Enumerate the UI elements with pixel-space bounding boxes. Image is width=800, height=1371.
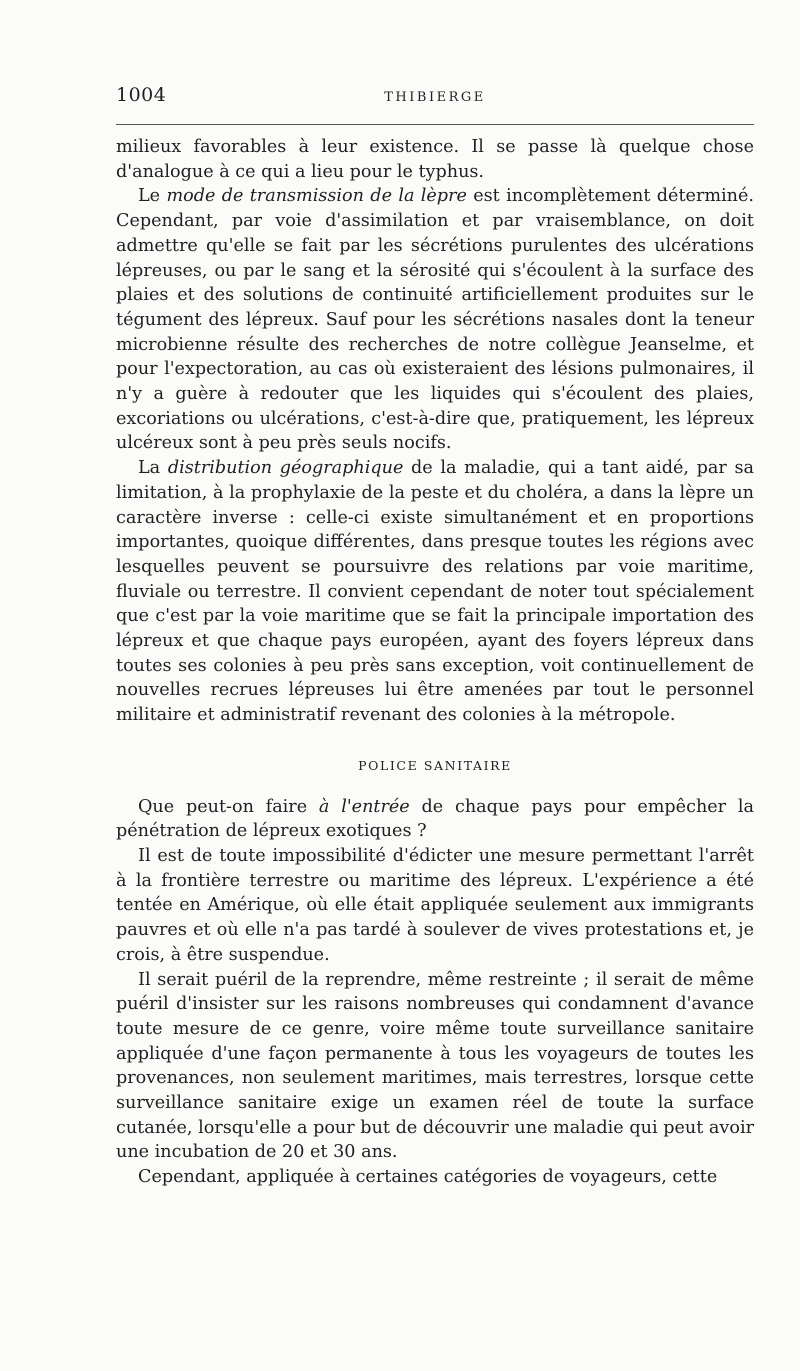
italic-text: distribution géographique <box>167 458 404 479</box>
text-run: La <box>138 458 168 479</box>
paragraph <box>116 968 754 1166</box>
paragraph <box>116 456 754 728</box>
text-run: Cependant, appliquée à certaines catégories de voyageurs, cette <box>138 1167 718 1188</box>
text-run: de la maladie, qui a tant aidé, par sa limitation, à la prophylaxie de la peste et du choléra, a dans la lèpre un caractère inverse : celle-ci existe simultanément et en proportions importantes, quoique différentes, dans presque toutes les régions avec lesquelles peuvent se poursuivre des relations par voie maritime, fluviale ou terrestre. Il convient cependant de noter tout spécialement que c'est par la voie maritime que se fait la principale importation des lépreux et que chaque pays européen, ayant des foyers lépreux dans toutes ses colonies à peu près sans exception, voit continuellement de nouvelles recrues lépreuses lui être amenées par tout le personnel militaire et administratif revenant des colonies à la métropole. <box>116 458 754 726</box>
paragraph <box>116 1165 754 1190</box>
text-run: milieux favorables à leur existence. Il se passe là quelque chose d'analogue à ce qui a lieu pour le typhus. <box>116 137 754 182</box>
text-run: Le <box>138 186 167 207</box>
text-run: Il est de toute impossibilité d'édicter une mesure permettant l'arrêt à la frontière terrestre ou maritime des lépreux. L'expérience a été tentée en Amérique, où elle était appliquée seulement aux immigrants pauvres et où elle n'a pas tardé à soulever de vives protestations et, je crois, à être suspendue. <box>116 845 754 965</box>
paragraph <box>116 844 754 968</box>
header-rule <box>116 124 754 125</box>
paragraph <box>116 795 754 844</box>
text-run: est incomplètement déterminé. Cependant, par voie d'assimilation et par vraisemblance, on doit admettre qu'elle se fait par les sécrétions purulentes des ulcérations lépreuses, ou par le sang et la sérosité qui s'écoulent à la surface des plaies et des solutions de continuité artificiellement produites sur le tégument des lépreux. Sauf pour les sécrétions nasales dont la teneur microbienne résulte des recherches de notre collègue Jeanselme, et pour l'expectoration, au cas où existeraient des lésions pulmonaires, il n'y a guère à redouter que les liquides qui s'écoulent des plaies, excoriations ou ulcérations, c'est-à-dire que, pratiquement, les lépreux ulcéreux sont à peu près seuls nocifs. <box>116 186 754 454</box>
book-page <box>116 84 754 1190</box>
running-title: THIBIERGE <box>384 90 486 105</box>
text-run: Il serait puéril de la reprendre, même restreinte ; il serait de même puéril d'insister sur les raisons nombreuses qui condamnent d'avance toute mesure de ce genre, voire même toute surveillance sanitaire appliquée d'une façon permanente à tous les voyageurs de toutes les provenances, non seulement maritimes, mais terrestres, lorsque cette surveillance sanitaire exige un examen réel de toute la surface cutanée, lorsqu'elle a pour but de découvrir une maladie qui peut avoir une incubation de 20 et 30 ans. <box>116 969 754 1163</box>
body-text <box>116 135 754 1190</box>
paragraph <box>116 135 754 184</box>
section-title: POLICE SANITAIRE <box>358 757 512 773</box>
text-run: Que peut-on faire <box>138 796 319 817</box>
page-number: 1004 <box>116 84 167 106</box>
paragraph <box>116 184 754 456</box>
italic-text: à l'entrée <box>318 796 410 817</box>
text-run: de chaque pays pour empêcher la pénétration de lépreux exotiques ? <box>116 796 754 842</box>
running-head <box>116 84 754 124</box>
italic-text: mode de transmission de la lèpre <box>166 186 467 207</box>
